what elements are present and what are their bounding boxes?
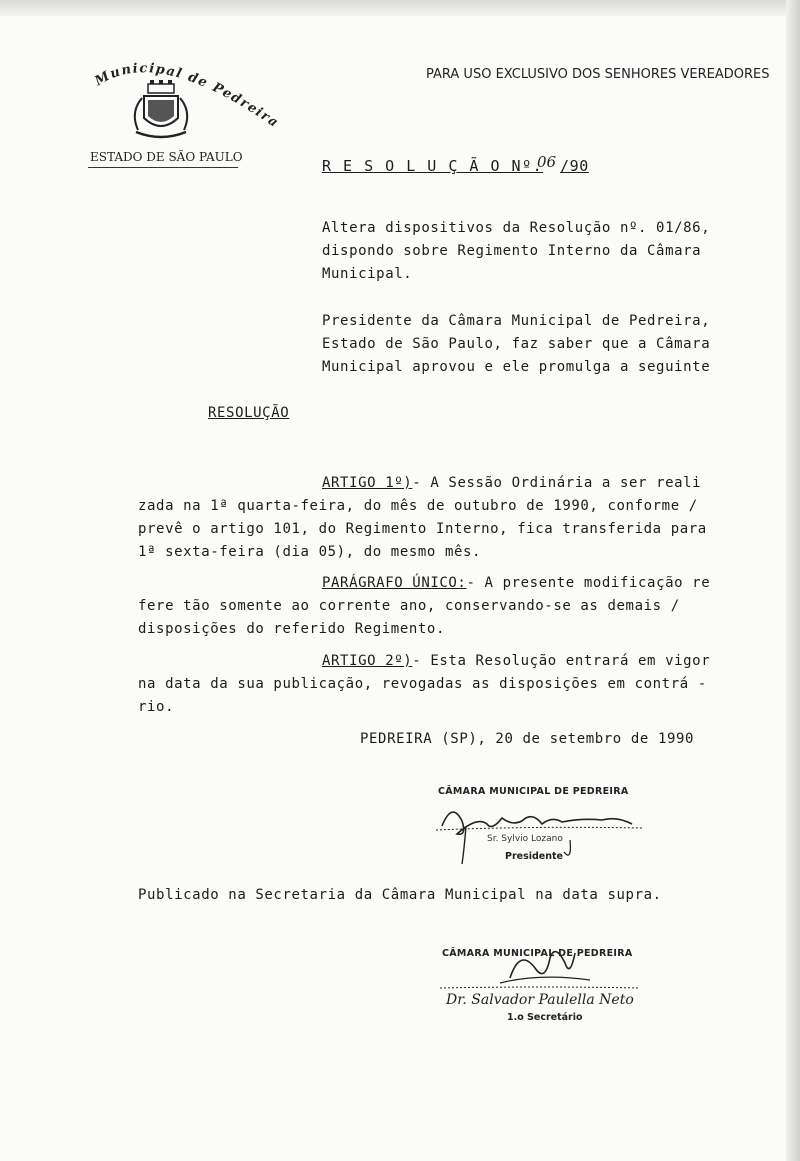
preamble-line: Municipal aprovou e ele promulga a seguinte <box>322 359 711 375</box>
article2-line1 <box>322 653 710 669</box>
paragraph-unico-label: PARÁGRAFO ÚNICO: <box>322 575 467 591</box>
paragraph-unico-line1 <box>322 575 710 591</box>
signature2-role: 1.o Secretário <box>507 1012 583 1023</box>
place-date: PEDREIRA (SP), 20 de setembro de 1990 <box>360 731 695 747</box>
resolution-year: /90 <box>560 157 589 175</box>
signature1-role: Presidente <box>505 851 563 862</box>
summary-line: dispondo sobre Regimento Interno da Câmara <box>322 243 702 259</box>
article1-line3: prevê o artigo 101, do Regimento Interno, fica transferida para <box>138 521 707 537</box>
article2-line2: na data da sua publicação, revogadas as disposições em contrá - <box>138 676 707 692</box>
article1-label: ARTIGO 1º) <box>322 475 413 491</box>
signature2-handwritten <box>440 938 640 998</box>
svg-text:Municipal de Pedreira: Municipal de Pedreira <box>92 61 282 132</box>
article1-text: - A Sessão Ordinária a ser reali <box>412 475 702 491</box>
section-title: RESOLUÇÃO <box>208 405 290 421</box>
article2-text: - Esta Resolução entrará em vigor <box>412 653 711 669</box>
article2-label: ARTIGO 2º) <box>322 653 413 669</box>
summary-line: Municipal. <box>322 266 413 282</box>
scan-top-edge <box>0 0 800 16</box>
signature2-name: Dr. Salvador Paulella Neto <box>446 992 634 1008</box>
signature2-stamp: CÂMARA MUNICIPAL DE PEDREIRA <box>442 948 633 959</box>
resolution-heading-prefix: R E S O L U Ç Ã O Nº. <box>322 157 544 175</box>
municipal-seal <box>88 48 288 158</box>
coat-of-arms-icon <box>135 80 187 137</box>
preamble-line: Presidente da Câmara Municipal de Pedreira, <box>322 313 711 329</box>
paragraph-unico-text: - A presente modificação re <box>466 575 711 591</box>
paragraph-unico-line3: disposições do referido Regimento. <box>138 621 445 637</box>
resolution-number: 06 <box>537 153 557 171</box>
article1-line4: 1ª sexta-feira (dia 05), do mesmo mês. <box>138 544 482 560</box>
summary-line: Altera dispositivos da Resolução nº. 01/86, <box>322 220 711 236</box>
article2-line3: rio. <box>138 699 175 715</box>
article1-line1 <box>322 475 701 491</box>
publication-note: Publicado na Secretaria da Câmara Municipal na data supra. <box>138 887 662 903</box>
scan-right-edge <box>786 0 800 1161</box>
paragraph-unico-line2: fere tão somente ao corrente ano, conservando-se as demais / <box>138 598 680 614</box>
signature1-stamp: CÂMARA MUNICIPAL DE PEDREIRA <box>438 786 629 797</box>
exclusive-use-note: PARA USO EXCLUSIVO DOS SENHORES VEREADORES <box>426 67 770 82</box>
preamble-line: Estado de São Paulo, faz saber que a Câmara <box>322 336 711 352</box>
state-underline <box>88 167 238 168</box>
state-label: ESTADO DE SÃO PAULO <box>90 150 243 164</box>
signature1-name: Sr. Sylvio Lozano <box>487 834 563 844</box>
article1-line2: zada na 1ª quarta-feira, do mês de outubro de 1990, conforme / <box>138 498 698 514</box>
